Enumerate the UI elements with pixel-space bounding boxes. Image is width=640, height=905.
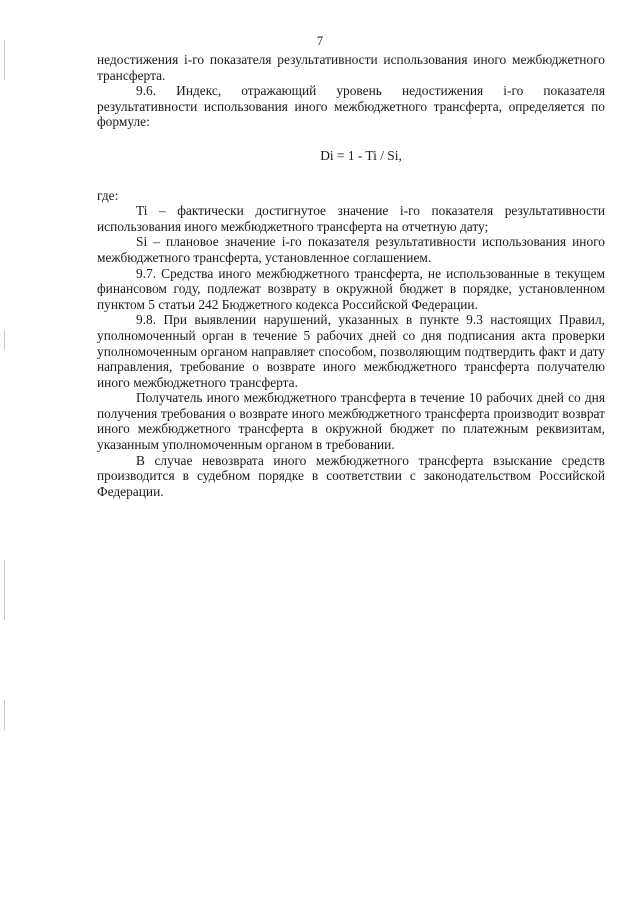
ti-definition: Ti – фактически достигнутое значение i-го показателя результативности использования иного межбюджетного трансферта на отчетную дату; (97, 203, 605, 234)
paragraph-9-7: 9.7. Средства иного межбюджетного трансферта, не использованные в текущем финансовом году, подлежат возврату в окружной бюджет в порядке, установленном пунктом 5 статьи 242 Бюджетного кодекса Российской Федерации. (97, 265, 605, 312)
paragraph-non-return: В случае невозврата иного межбюджетного трансферта взыскание средств производится в судебном порядке в соответствии с законодательством Российской Федерации. (97, 452, 605, 499)
formula: Di = 1 - Ti / Si, (320, 147, 402, 163)
where-label: где: (97, 187, 119, 203)
paragraph-9-8: 9.8. При выявлении нарушений, указанных в пункте 9.3 настоящих Правил, уполномоченный орган в течение 5 рабочих дней со дня подписания акта проверки уполномоченным органом направляет способом, позволяющим подтвердить факт и дату направления, требование о возврате иного межбюджетного трансферта получателю иного межбюджетного трансферта. (97, 312, 605, 390)
scan-edge-mark (4, 560, 5, 620)
scan-edge-mark (4, 700, 5, 730)
body-text (97, 52, 605, 499)
paragraph-9-6: 9.6. Индекс, отражающий уровень недостижения i-го показателя результативности использования иного межбюджетного трансферта, определяется по формуле: (97, 83, 605, 130)
page-number: 7 (316, 34, 324, 48)
scan-edge-mark (4, 330, 5, 350)
si-definition: Si – плановое значение i-го показателя результативности использования иного межбюджетного трансферта, установленное соглашением. (97, 234, 605, 265)
paragraph-recipient-return: Получатель иного межбюджетного трансферта в течение 10 рабочих дней со дня получения требования о возврате иного межбюджетного трансферта производит возврат иного межбюджетного трансферта в окружной бюджет по платежным реквизитам, указанным уполномоченным органом в требовании. (97, 390, 605, 453)
paragraph-continuation: недостижения i-го показателя результативности использования иного межбюджетного трансферта. (97, 52, 605, 83)
